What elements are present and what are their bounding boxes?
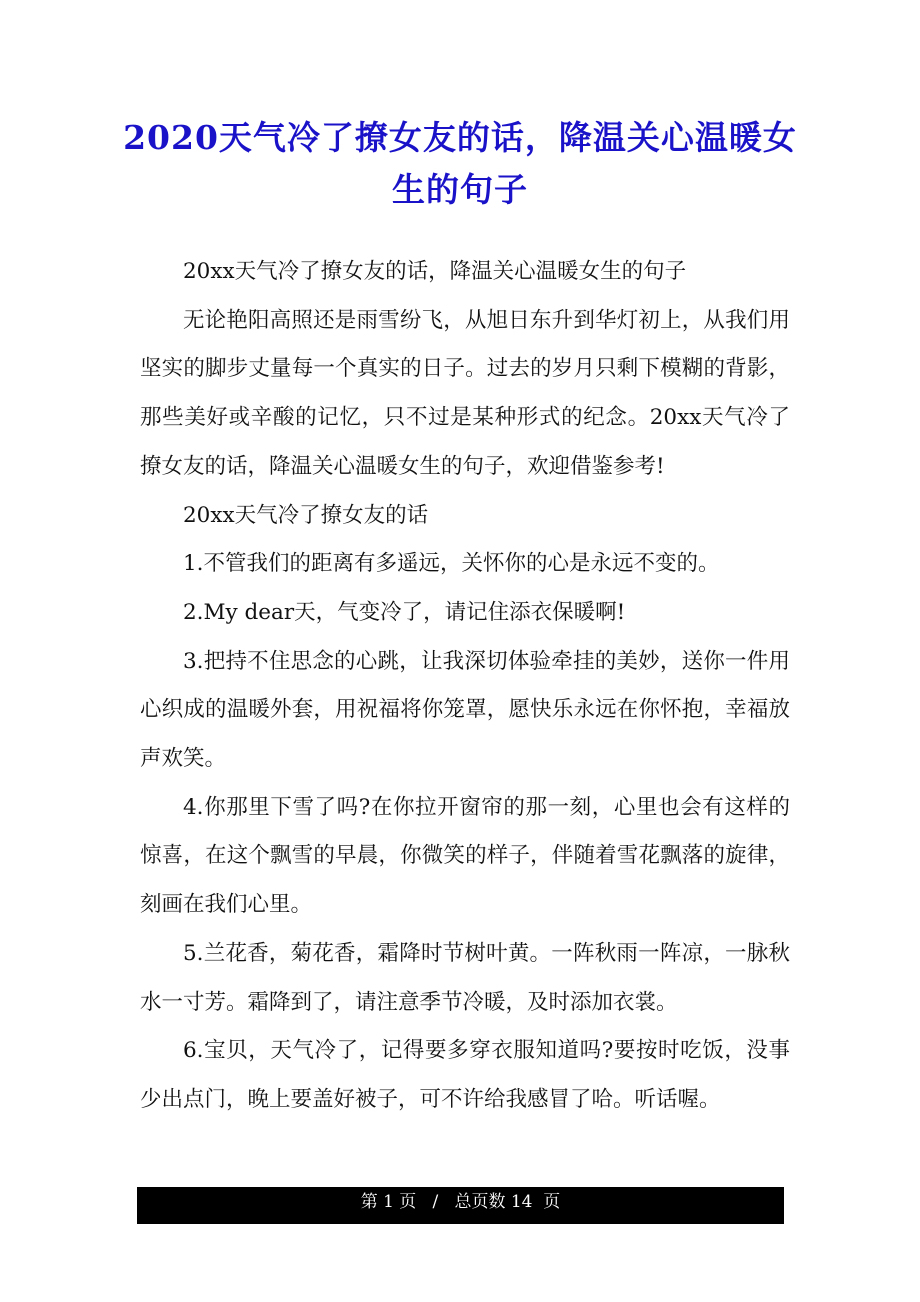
paragraph-item-4: 4.你那里下雪了吗?在你拉开窗帘的那一刻，心里也会有这样的惊喜，在这个飘雪的早晨，你微笑的样子，伴随着雪花飘落的旋律，刻画在我们心里。 xyxy=(140,794,790,918)
paragraph-item-1: 1.不管我们的距离有多遥远，关怀你的心是永远不变的。 xyxy=(183,551,720,577)
page-footer xyxy=(137,1187,784,1224)
paragraph-item-5: 5.兰花香，菊花香，霜降时节树叶黄。一阵秋雨一阵凉，一脉秋水一寸芳。霜降到了，请注意季节冷暖，及时添加衣裳。 xyxy=(140,940,790,1015)
paragraph-item-2: 2.My dear天，气变冷了，请记住添衣保暖啊! xyxy=(183,599,626,625)
paragraph-item-3: 3.把持不住思念的心跳，让我深切体验牵挂的美妙，送你一件用心织成的温暖外套，用祝福将你笼罩，愿快乐永远在你怀抱，幸福放声欢笑。 xyxy=(140,648,790,772)
document-title: 2020天气冷了撩女友的话，降温关心温暖女生的句子 xyxy=(123,118,797,209)
page-number-text: 第 1 页 / 总页数 14 页 xyxy=(360,1192,561,1212)
paragraph-subheading: 20xx天气冷了撩女友的话 xyxy=(183,502,429,528)
document-body xyxy=(140,248,790,1125)
paragraph-intro: 无论艳阳高照还是雨雪纷飞，从旭日东升到华灯初上，从我们用坚实的脚步丈量每一个真实的日子。过去的岁月只剩下模糊的背影，那些美好或辛酸的记忆，只不过是某种形式的纪念。20xx天气冷了撩女友的话，降温关心温暖女生的句子，欢迎借鉴参考! xyxy=(140,307,790,479)
paragraph-item-6: 6.宝贝，天气冷了，记得要多穿衣服知道吗?要按时吃饭，没事少出点门，晚上要盖好被子，可不许给我感冒了哈。听话喔。 xyxy=(140,1038,790,1112)
paragraph-heading: 20xx天气冷了撩女友的话，降温关心温暖女生的句子 xyxy=(183,259,687,284)
